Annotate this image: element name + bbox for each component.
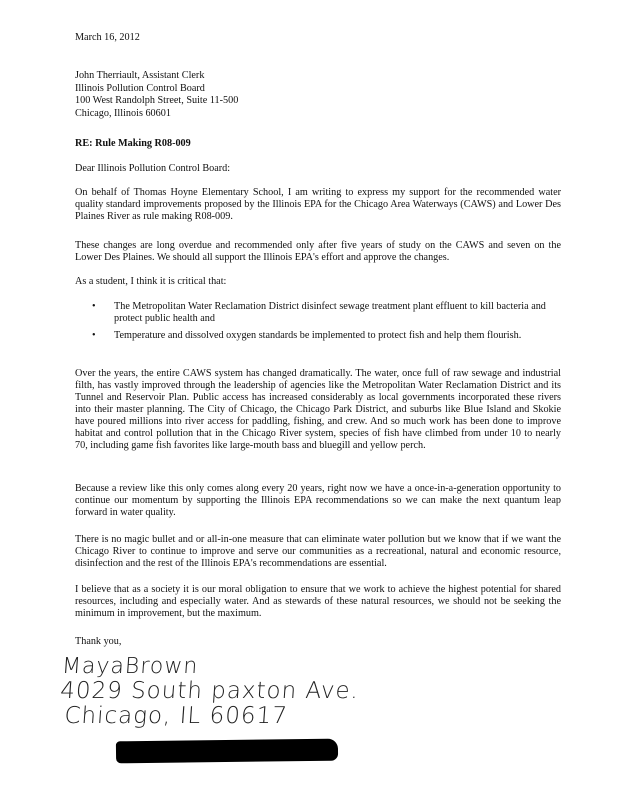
body-paragraph: On behalf of Thomas Hoyne Elementary School, I am writing to express my support for the recommended water quality standard improvements proposed by the Illinois EPA for the Chicago Area Waterways (CAWS) and Lower Des Plaines River as rule making R08-009. [75, 187, 561, 222]
recipient-line: Illinois Pollution Control Board [75, 82, 205, 94]
subject-line: RE: Rule Making R08-009 [75, 138, 191, 149]
bullet-item [92, 330, 562, 342]
body-paragraph: There is no magic bullet and or all-in-one measure that can eliminate water pollution but we know that if we want the Chicago River to continue to improve and serve our communities as a recreational, natural and economic resource, disinfection and the rest of the Illinois EPA's recommendations are essential. [75, 534, 561, 569]
recipient-address [75, 70, 238, 120]
bullet-text: The Metropolitan Water Reclamation District disinfect sewage treatment plant effluent to kill bacteria and protect public health and [114, 301, 546, 324]
signature-street: 4029 South paxton Ave. [59, 678, 360, 704]
recipient-line: John Therriault, Assistant Clerk [75, 70, 205, 81]
signature-city: Chicago, IL 60617 [63, 703, 289, 729]
bullet-icon: • [92, 330, 96, 341]
body-paragraph: As a student, I think it is critical that: [75, 276, 227, 287]
body-paragraph: Over the years, the entire CAWS system has changed dramatically. The water, once full of raw sewage and industrial filth, has vastly improved through the leadership of agencies like the Metropolitan Water Reclamation District and its Tunnel and Reservoir Plan. Public access has increased considerably as local governments incorporated these rivers into their master planning. The City of Chicago, the Chicago Park District, and suburbs like Blue Island and Skokie have poured millions into river access for paddling, fishing, and crew. And so much work has been done to improve habitat and control pollution that in the Chicago River system, species of fish have climbed from under 10 to nearly 70, including game fish favorites like large-mouth bass and bluegill and yellow perch. [75, 368, 561, 451]
letter-date: March 16, 2012 [75, 32, 140, 43]
signature-name: MayaBrown [61, 654, 200, 679]
recipient-line: 100 West Randolph Street, Suite 11-500 [75, 95, 239, 106]
bullet-list [92, 301, 562, 347]
recipient-line: Chicago, Illinois 60601 [75, 107, 171, 119]
bullet-text: Temperature and dissolved oxygen standards be implemented to protect fish and help them flourish. [114, 330, 522, 341]
bullet-item [92, 301, 562, 325]
handwritten-signature [57, 654, 483, 734]
body-paragraph: I believe that as a society it is our moral obligation to ensure that we work to achieve the highest potential for shared resources, including and especially water. And as stewards of these natural resources, we should not be seeking the minimum in improvement, but the maximum. [75, 584, 561, 619]
salutation: Dear Illinois Pollution Control Board: [75, 163, 231, 174]
body-paragraph: These changes are long overdue and recommended only after five years of study on the CAWS and seven on the Lower Des Plaines. We should all support the Illinois EPA's effort and approve the changes. [75, 240, 561, 263]
closing: Thank you, [75, 636, 122, 647]
redaction-bar [116, 739, 338, 764]
body-paragraph: Because a review like this only comes along every 20 years, right now we have a once-in-a-generation opportunity to continue our momentum by supporting the Illinois EPA recommendations so we can make the next quantum leap forward in water quality. [75, 483, 561, 518]
bullet-icon: • [92, 301, 96, 312]
